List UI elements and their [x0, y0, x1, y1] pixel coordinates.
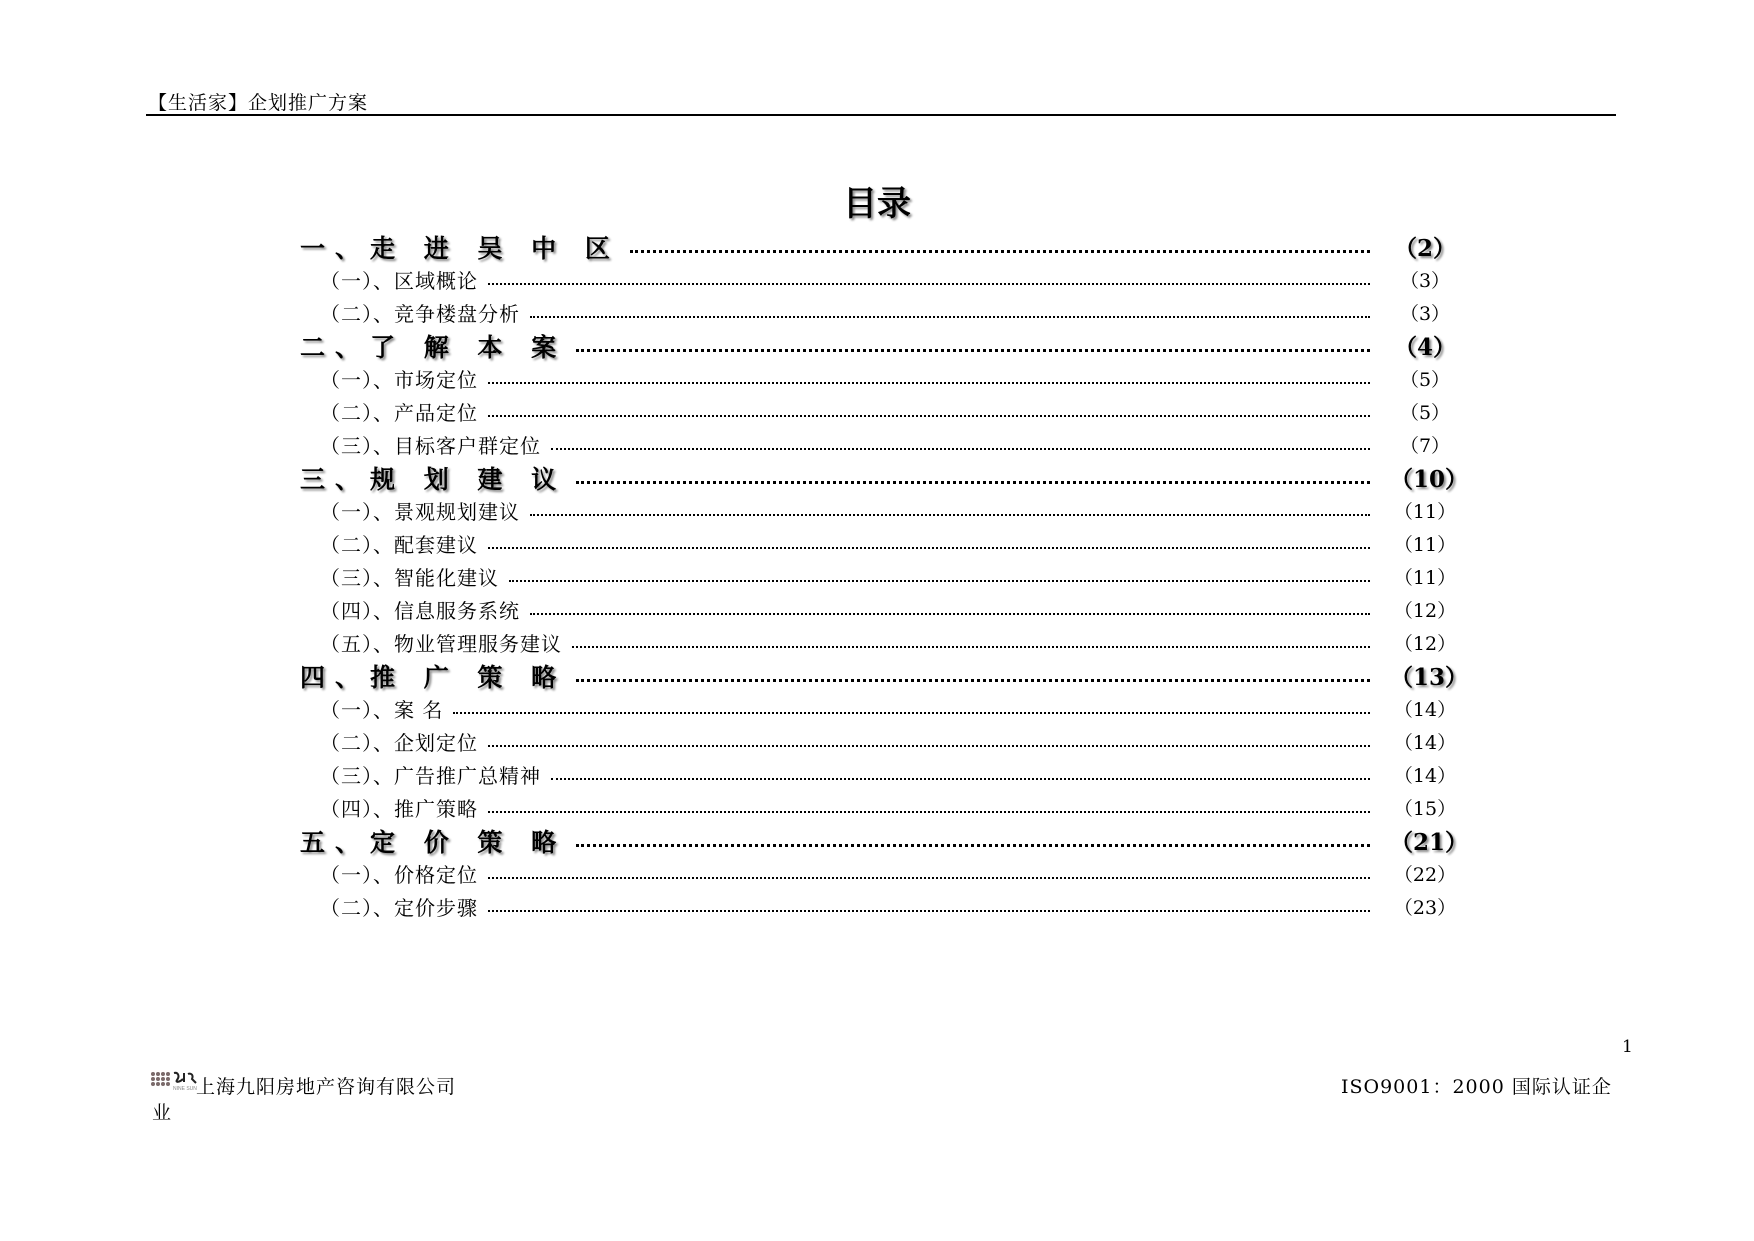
toc-entry-label: （四）、推广策略 — [320, 797, 478, 821]
toc-entry[interactable] — [300, 758, 1460, 791]
toc-entry-page: （14） — [1393, 699, 1457, 721]
toc-entry[interactable] — [300, 395, 1460, 428]
toc-entry-page: （11） — [1393, 534, 1457, 556]
toc-entry-page: （7） — [1399, 435, 1451, 457]
toc-entry-label: （四）、信息服务系统 — [320, 599, 520, 623]
toc-entry[interactable] — [300, 791, 1460, 824]
dot-leader — [488, 745, 1370, 747]
toc-entry-label: （三）、智能化建议 — [320, 566, 499, 590]
dot-leader — [530, 316, 1370, 318]
toc-entry-label: （二）、竞争楼盘分析 — [320, 302, 520, 326]
footer-iso-certification-wrap: 业 — [152, 1102, 172, 1124]
toc-entry[interactable] — [300, 329, 1460, 362]
toc-entry-page: （12） — [1393, 600, 1457, 622]
toc-entry-label: （一）、景观规划建议 — [320, 500, 520, 524]
dot-leader — [488, 547, 1370, 549]
toc-entry[interactable] — [300, 494, 1460, 527]
dot-leader — [572, 646, 1370, 648]
dot-leader — [530, 613, 1370, 615]
toc-entry-label: 三、规 划 建 议 — [300, 464, 567, 494]
toc-entry-label: （三）、目标客户群定位 — [320, 434, 541, 458]
toc-entry-label: （一）、价格定位 — [320, 863, 478, 887]
toc-entry-label: （二）、定价步骤 — [320, 896, 478, 920]
toc-entry[interactable] — [300, 230, 1460, 263]
toc-entry-page: （23） — [1393, 897, 1457, 919]
toc-entry-label: （一）、案 名 — [320, 698, 444, 722]
toc-entry-page: （5） — [1399, 402, 1451, 424]
toc-entry-label: （一）、区域概论 — [320, 269, 478, 293]
toc-entry[interactable] — [300, 461, 1469, 494]
toc-entry[interactable] — [300, 296, 1460, 329]
toc-entry-page: （14） — [1393, 765, 1457, 787]
toc-entry-label: （二）、产品定位 — [320, 401, 478, 425]
toc-entry[interactable] — [300, 659, 1469, 692]
toc-entry-page: （10） — [1390, 466, 1469, 493]
toc-entry-page: （14） — [1393, 732, 1457, 754]
dot-leader — [453, 712, 1370, 714]
toc-entry[interactable] — [300, 362, 1460, 395]
toc-entry-label: 五、定 价 策 略 — [300, 827, 567, 857]
toc-entry-page: （3） — [1399, 270, 1451, 292]
toc-entry-label: 一、走 进 吴 中 区 — [300, 233, 620, 263]
toc-entry-page: （21） — [1390, 829, 1469, 856]
toc-entry[interactable] — [300, 857, 1460, 890]
toc-entry[interactable] — [300, 560, 1460, 593]
header-divider — [146, 114, 1616, 116]
toc-entry-label: （三）、广告推广总精神 — [320, 764, 541, 788]
dot-leader — [488, 811, 1370, 813]
running-header: 【生活家】企划推广方案 — [148, 92, 369, 114]
dot-leader — [551, 778, 1370, 780]
footer-iso-certification: ISO9001：2000 国际认证企 — [1341, 1076, 1612, 1098]
toc-entry-label: （五）、物业管理服务建议 — [320, 632, 562, 656]
dot-leader — [576, 679, 1370, 682]
toc-entry-label: （二）、企划定位 — [320, 731, 478, 755]
toc-entry-label: （一）、市场定位 — [320, 368, 478, 392]
toc-entry[interactable] — [300, 263, 1460, 296]
toc-entry-label: （二）、配套建议 — [320, 533, 478, 557]
toc-entry-label: 二、了 解 本 案 — [300, 332, 567, 362]
dot-leader — [488, 877, 1370, 879]
dot-leader — [488, 382, 1370, 384]
toc-entry-label: 四、推 广 策 略 — [300, 662, 567, 692]
dot-leader — [630, 250, 1370, 253]
toc-entry[interactable] — [300, 692, 1460, 725]
toc-entry-page: （2） — [1393, 235, 1456, 262]
table-of-contents — [300, 230, 1469, 923]
dot-leader — [488, 283, 1370, 285]
dot-leader — [488, 415, 1370, 417]
dot-leader — [530, 514, 1370, 516]
toc-entry-page: （12） — [1393, 633, 1457, 655]
toc-entry-page: （22） — [1393, 864, 1457, 886]
dot-leader — [509, 580, 1370, 582]
footer-company-name: 上海九阳房地产咨询有限公司 — [196, 1076, 457, 1098]
toc-entry[interactable] — [300, 428, 1460, 461]
toc-entry[interactable] — [300, 626, 1460, 659]
toc-entry[interactable] — [300, 527, 1460, 560]
toc-entry[interactable] — [300, 593, 1460, 626]
toc-entry-page: （15） — [1393, 798, 1457, 820]
toc-entry-page: （13） — [1390, 664, 1469, 691]
dot-leader — [576, 844, 1370, 847]
toc-entry-page: （3） — [1399, 303, 1451, 325]
company-logo — [150, 1070, 200, 1092]
page-number: 1 — [1622, 1037, 1633, 1057]
dot-leader — [488, 910, 1370, 912]
toc-entry-page: （11） — [1393, 501, 1457, 523]
toc-title: 目录 — [843, 184, 911, 224]
toc-entry[interactable] — [300, 890, 1460, 923]
toc-entry[interactable] — [300, 725, 1460, 758]
svg-text:NINE SUN: NINE SUN — [173, 1086, 197, 1092]
dot-leader — [551, 448, 1370, 450]
toc-entry-page: （4） — [1393, 334, 1456, 361]
dot-leader — [576, 481, 1370, 484]
toc-entry[interactable] — [300, 824, 1469, 857]
toc-entry-page: （11） — [1393, 567, 1457, 589]
dot-leader — [576, 349, 1370, 352]
toc-entry-page: （5） — [1399, 369, 1451, 391]
